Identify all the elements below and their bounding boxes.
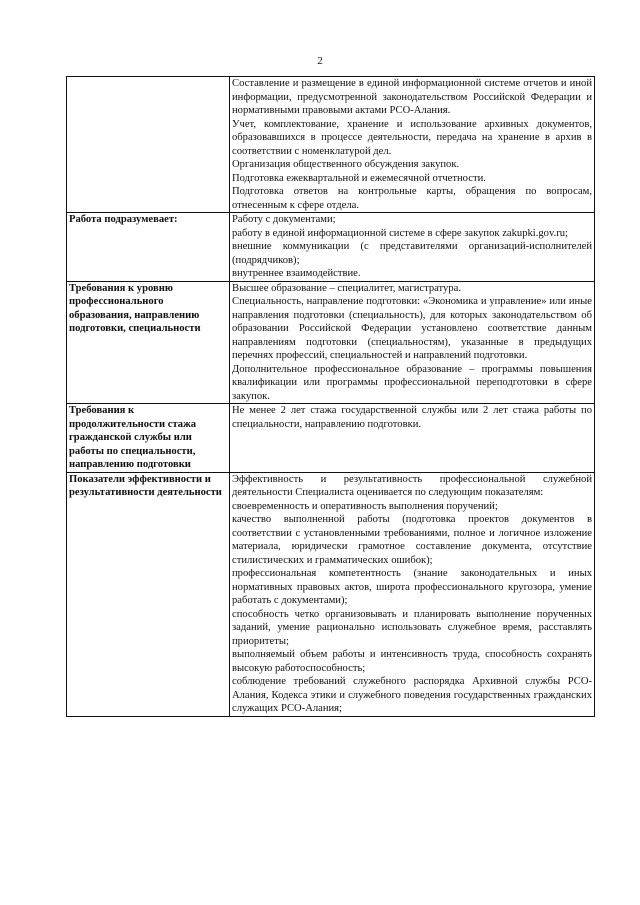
page-number: 2 (317, 55, 323, 67)
table-row (67, 472, 595, 716)
row-content (230, 77, 595, 213)
row-label: Требования к продолжительности стажа гражданской службы или работы по специальности, направлению подготовки (67, 404, 230, 473)
row-label: Работа подразумевает: (67, 213, 230, 282)
paragraph: работу в единой информационной системе в сфере закупок zakupki.gov.ru; (232, 227, 568, 239)
row-content (230, 213, 595, 282)
row-content (230, 281, 595, 404)
paragraph: своевременность и оперативность выполнения поручений; (232, 500, 498, 512)
paragraph: соблюдение требований служебного распорядка Архивной службы РСО-Алания, Кодекса этики и служебного поведения государственных гражданских служащих РСО-Алания; (232, 676, 592, 714)
table-row (67, 77, 595, 213)
paragraph: Не менее 2 лет стажа государственной службы или 2 лет стажа работы по специальности, направлению подготовки. (232, 405, 592, 430)
paragraph: качество выполненной работы (подготовка проектов документов в соответствии с установленными требованиями, полное и логичное изложение материала, юридически грамотное составление документа, отсутствие стилистических и грамматических ошибок); (232, 514, 592, 566)
paragraph: Дополнительное профессиональное образование – программы повышения квалификации или программы профессиональной переподготовки в сфере закупок. (232, 363, 592, 402)
row-content (230, 472, 595, 716)
job-description-table (66, 76, 595, 717)
table-row (67, 281, 595, 404)
paragraph: Учет, комплектование, хранение и использование архивных документов, образовавшихся в процессе деятельности, передача на хранение в архив в соответствии с номенклатурой дел. (232, 118, 592, 157)
paragraph: Подготовка ответов на контрольные карты, обращения по вопросам, отнесенным к сфере отдела. (232, 186, 592, 211)
paragraph: профессиональная компетентность (знание законодательных и иных нормативных правовых актов, широта профессионального кругозора, умение работать с документами); (232, 568, 592, 606)
row-label: Показатели эффективности и результативности деятельности (67, 472, 230, 716)
paragraph: Организация общественного обсуждения закупок. (232, 159, 460, 170)
paragraph: внешние коммуникации (с представителями организаций-исполнителей (подрядчиков); (232, 241, 592, 266)
row-label (67, 77, 230, 213)
row-label: Требования к уровню профессионального образования, направлению подготовки, специальности (67, 281, 230, 404)
paragraph: Составление и размещение в единой информационной системе отчетов и иной информации, предусмотренной законодательством Российской Федерации и нормативными правовыми актами РСО-Алания. (232, 78, 592, 116)
paragraph: Эффективность и результативность профессиональной служебной деятельности Специалиста оценивается по следующим показателям: (232, 473, 592, 498)
table-row (67, 213, 595, 282)
paragraph: выполняемый объем работы и интенсивность труда, способность сохранять высокую работоспособность; (232, 649, 592, 674)
row-content (230, 404, 595, 473)
paragraph: Работу с документами; (232, 214, 336, 225)
paragraph: Высшее образование – специалитет, магистратура. (232, 282, 461, 294)
paragraph: внутреннее взаимодействие. (232, 268, 361, 279)
paragraph: Специальность, направление подготовки: «Экономика и управление» или иные направления подготовки (специальность), для которых законодательством об образовании Российской Федерации установлено соответствие данным направлениям подготовки (специальностям), указанные в предыдущих перечнях профессий, специальностей и направлений подготовки. (232, 296, 592, 361)
paragraph: способность четко организовывать и планировать выполнение порученных заданий, умение рационально использовать служебное время, расставлять приоритеты; (232, 608, 592, 647)
table-row (67, 404, 595, 473)
paragraph: Подготовка ежеквартальной и ежемесячной отчетности. (232, 172, 486, 184)
